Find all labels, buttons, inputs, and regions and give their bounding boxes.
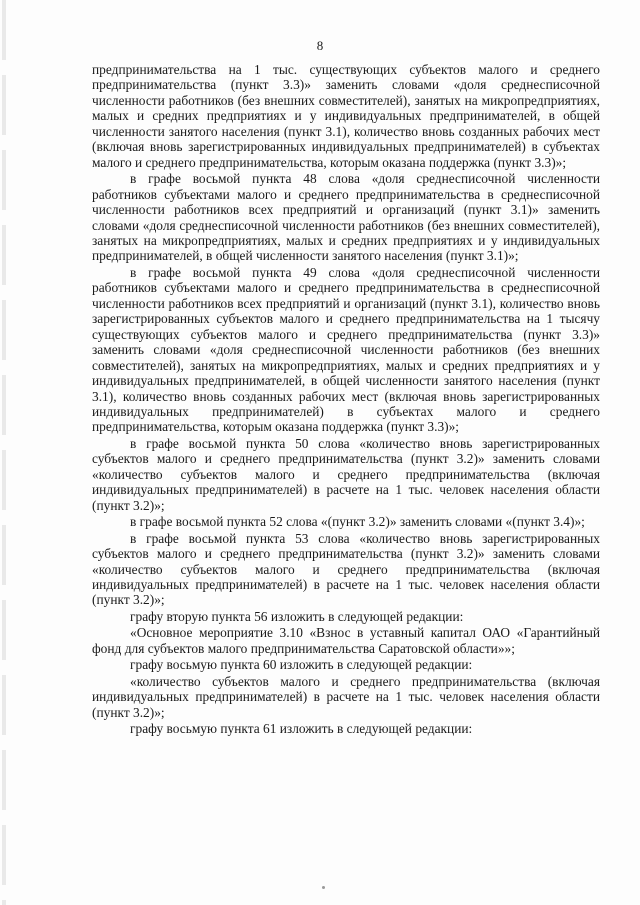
paragraph: в графе восьмой пункта 48 слова «доля среднесписочной численности работников субъектами малого и среднего предпринимательства в среднесписочной численности работников всех предприятий и организаций (пункт 3.1)» заменить словами «доля среднесписочной численности работников (без внешних совместителей), занятых на микропредприятиях, малых и средних предприятиях и у индивидуальных предпринимателей, в общей численности занятого населения (пункт 3.1)»;: [92, 171, 600, 264]
paragraph: в графе восьмой пункта 49 слова «доля среднесписочной численности работников субъектами малого и среднего предпринимательства в среднесписочной численности работников всех предприятий и организаций (пункт 3.1), количество вновь зарегистрированных субъектов малого и среднего предпринимательства на 1 тысячу существующих субъектов малого и среднего предпринимательства (пункт 3.3)» заменить словами «доля среднесписочной численности работников (без внешних совместителей), занятых на микропредприятиях, малых и средних предприятиях и у индивидуальных предпринимателей, в общей численности занятого населения (пункт 3.1), количество вновь созданных рабочих мест (включая вновь зарегистрированных индивидуальных предпринимателей) в субъектах малого и среднего предпринимательства, которым оказана поддержка (пункт 3.3)»;: [92, 264, 600, 435]
paragraph: графу вторую пункта 56 изложить в следующей редакции:: [130, 608, 464, 624]
page-number: 8: [316, 38, 324, 53]
scan-edge-artifact: [2, 0, 6, 905]
paragraph: графу восьмую пункта 60 изложить в следующей редакции:: [130, 657, 473, 673]
paragraph: графу восьмую пункта 61 изложить в следующей редакции:: [130, 721, 473, 737]
paragraph: в графе восьмой пункта 52 слова «(пункт 3.2)» заменить словами «(пункт 3.4)»;: [130, 514, 585, 530]
paragraph: предпринимательства на 1 тыс. существующих субъектов малого и среднего предпринимательства (пункт 3.3)» заменить словами «доля среднесписочной численности работников (без внешних совместителей), занятых на микропредприятиях, малых и средних предприятиях и у индивидуальных предпринимателей, в общей численности занятого населения (пункт 3.1), количество вновь созданных рабочих мест (включая вновь зарегистрированных индивидуальных предпринимателей) в субъектах малого и среднего предпринимательства, которым оказана поддержка (пункт 3.3)»;: [92, 62, 600, 170]
paragraph: в графе восьмой пункта 53 слова «количество вновь зарегистрированных субъектов малого и среднего предпринимательства (пункт 3.2)» заменить словами «количество субъектов малого и среднего предпринимательства (включая индивидуальных предпринимателей) в расчете на 1 тыс. человек населения области (пункт 3.2)»;: [92, 530, 600, 608]
scan-dot-artifact: [322, 886, 325, 889]
paragraph: «количество субъектов малого и среднего предпринимательства (включая индивидуальных предпринимателей) в расчете на 1 тыс. человек населения области (пункт 3.2)»;: [92, 673, 600, 720]
paragraph: «Основное мероприятие 3.10 «Взнос в уставный капитал ОАО «Гарантийный фонд для субъектов малого предпринимательства Саратовской области»»;: [92, 625, 600, 656]
paragraph: в графе восьмой пункта 50 слова «количество вновь зарегистрированных субъектов малого и среднего предпринимательства (пункт 3.2)» заменить словами «количество субъектов малого и среднего предпринимательства (включая индивидуальных предпринимателей) в расчете на 1 тыс. человек населения области (пункт 3.2)»;: [92, 435, 600, 513]
document-body: [92, 62, 600, 736]
